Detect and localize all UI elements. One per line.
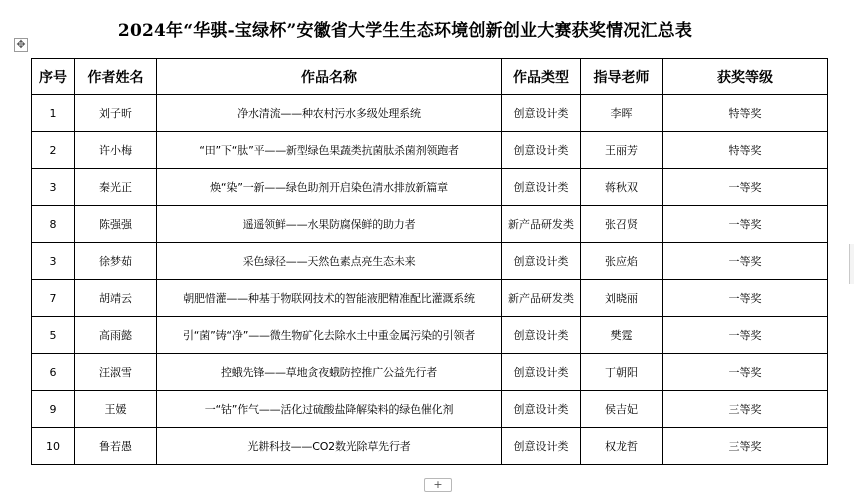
table-move-handle-icon[interactable]: ✥ xyxy=(14,38,28,52)
cell-seq[interactable]: 3 xyxy=(32,243,75,280)
cell-author[interactable]: 胡靖云 xyxy=(75,280,157,317)
cell-category[interactable]: 创意设计类 xyxy=(502,243,581,280)
cell-author[interactable]: 刘子昕 xyxy=(75,95,157,132)
table-row xyxy=(32,354,828,391)
column-resize-handle[interactable] xyxy=(849,244,854,284)
cell-seq[interactable]: 1 xyxy=(32,95,75,132)
table-row xyxy=(32,243,828,280)
table-row xyxy=(32,280,828,317)
table-row xyxy=(32,317,828,354)
cell-advisor[interactable]: 张召贤 xyxy=(581,206,663,243)
header-advisor: 指导老师 xyxy=(581,59,663,95)
cell-advisor[interactable]: 蒋秋双 xyxy=(581,169,663,206)
cell-level[interactable]: 三等奖 xyxy=(663,428,828,465)
cell-advisor[interactable]: 侯吉妃 xyxy=(581,391,663,428)
table-row xyxy=(32,428,828,465)
add-row-button[interactable]: + xyxy=(424,478,452,492)
cell-level[interactable]: 一等奖 xyxy=(663,280,828,317)
cell-author[interactable]: 陈强强 xyxy=(75,206,157,243)
cell-author[interactable]: 汪淑雪 xyxy=(75,354,157,391)
cell-author[interactable]: 高雨懿 xyxy=(75,317,157,354)
table-row xyxy=(32,132,828,169)
header-work: 作品名称 xyxy=(157,59,502,95)
cell-seq[interactable]: 3 xyxy=(32,169,75,206)
cell-advisor[interactable]: 刘晓丽 xyxy=(581,280,663,317)
cell-seq[interactable]: 10 xyxy=(32,428,75,465)
cell-author[interactable]: 秦光正 xyxy=(75,169,157,206)
cell-seq[interactable]: 9 xyxy=(32,391,75,428)
cell-seq[interactable]: 7 xyxy=(32,280,75,317)
cell-level[interactable]: 特等奖 xyxy=(663,132,828,169)
cell-advisor[interactable]: 张应焰 xyxy=(581,243,663,280)
cell-work[interactable]: 遥遥领鲜——水果防腐保鲜的助力者 xyxy=(157,206,502,243)
table-header-row xyxy=(32,59,828,95)
header-level: 获奖等级 xyxy=(663,59,828,95)
cell-level[interactable]: 三等奖 xyxy=(663,391,828,428)
cell-advisor[interactable]: 权龙哲 xyxy=(581,428,663,465)
cell-work[interactable]: 引“菌”铸“净”——微生物矿化去除水土中重金属污染的引领者 xyxy=(157,317,502,354)
cell-seq[interactable]: 6 xyxy=(32,354,75,391)
cell-category[interactable]: 创意设计类 xyxy=(502,428,581,465)
cell-author[interactable]: 王媛 xyxy=(75,391,157,428)
header-author: 作者姓名 xyxy=(75,59,157,95)
cell-seq[interactable]: 5 xyxy=(32,317,75,354)
cell-work[interactable]: 控蛾先锋——草地贪夜蛾防控推广公益先行者 xyxy=(157,354,502,391)
cell-level[interactable]: 一等奖 xyxy=(663,169,828,206)
document-title: 2024年“华骐-宝绿杯”安徽省大学生生态环境创新创业大赛获奖情况汇总表 xyxy=(117,21,693,41)
cell-seq[interactable]: 2 xyxy=(32,132,75,169)
cell-level[interactable]: 一等奖 xyxy=(663,243,828,280)
cell-work[interactable]: 净水清流——种农村污水多级处理系统 xyxy=(157,95,502,132)
header-seq: 序号 xyxy=(32,59,75,95)
table-row xyxy=(32,169,828,206)
table-row xyxy=(32,95,828,132)
table-row xyxy=(32,206,828,243)
cell-work[interactable]: 采色绿径——天然色素点亮生态未来 xyxy=(157,243,502,280)
cell-level[interactable]: 一等奖 xyxy=(663,206,828,243)
cell-author[interactable]: 徐梦茹 xyxy=(75,243,157,280)
cell-level[interactable]: 一等奖 xyxy=(663,317,828,354)
cell-advisor[interactable]: 丁朝阳 xyxy=(581,354,663,391)
cell-seq[interactable]: 8 xyxy=(32,206,75,243)
cell-category[interactable]: 创意设计类 xyxy=(502,95,581,132)
cell-category[interactable]: 创意设计类 xyxy=(502,391,581,428)
cell-level[interactable]: 一等奖 xyxy=(663,354,828,391)
cell-category[interactable]: 创意设计类 xyxy=(502,169,581,206)
cell-advisor[interactable]: 李晖 xyxy=(581,95,663,132)
cell-work[interactable]: 朝肥惜灌——种基于物联网技术的智能液肥精准配比灌溉系统 xyxy=(157,280,502,317)
cell-category[interactable]: 创意设计类 xyxy=(502,317,581,354)
cell-advisor[interactable]: 王丽芳 xyxy=(581,132,663,169)
cell-work[interactable]: “田”下“肽”平——新型绿色果蔬类抗菌肽杀菌剂领跑者 xyxy=(157,132,502,169)
cell-author[interactable]: 鲁若愚 xyxy=(75,428,157,465)
cell-category[interactable]: 创意设计类 xyxy=(502,132,581,169)
cell-category[interactable]: 新产品研发类 xyxy=(502,206,581,243)
table-row xyxy=(32,391,828,428)
cell-work[interactable]: 焕“染”一新——绿色助剂开启染色清水排放新篇章 xyxy=(157,169,502,206)
cell-category[interactable]: 创意设计类 xyxy=(502,354,581,391)
cell-work[interactable]: 光耕科技——CO2数光除草先行者 xyxy=(157,428,502,465)
award-table xyxy=(31,58,828,465)
cell-author[interactable]: 许小梅 xyxy=(75,132,157,169)
cell-level[interactable]: 特等奖 xyxy=(663,95,828,132)
cell-advisor[interactable]: 樊霆 xyxy=(581,317,663,354)
header-category: 作品类型 xyxy=(502,59,581,95)
cell-work[interactable]: 一“钴”作气——活化过硫酸盐降解染料的绿色催化剂 xyxy=(157,391,502,428)
cell-category[interactable]: 新产品研发类 xyxy=(502,280,581,317)
